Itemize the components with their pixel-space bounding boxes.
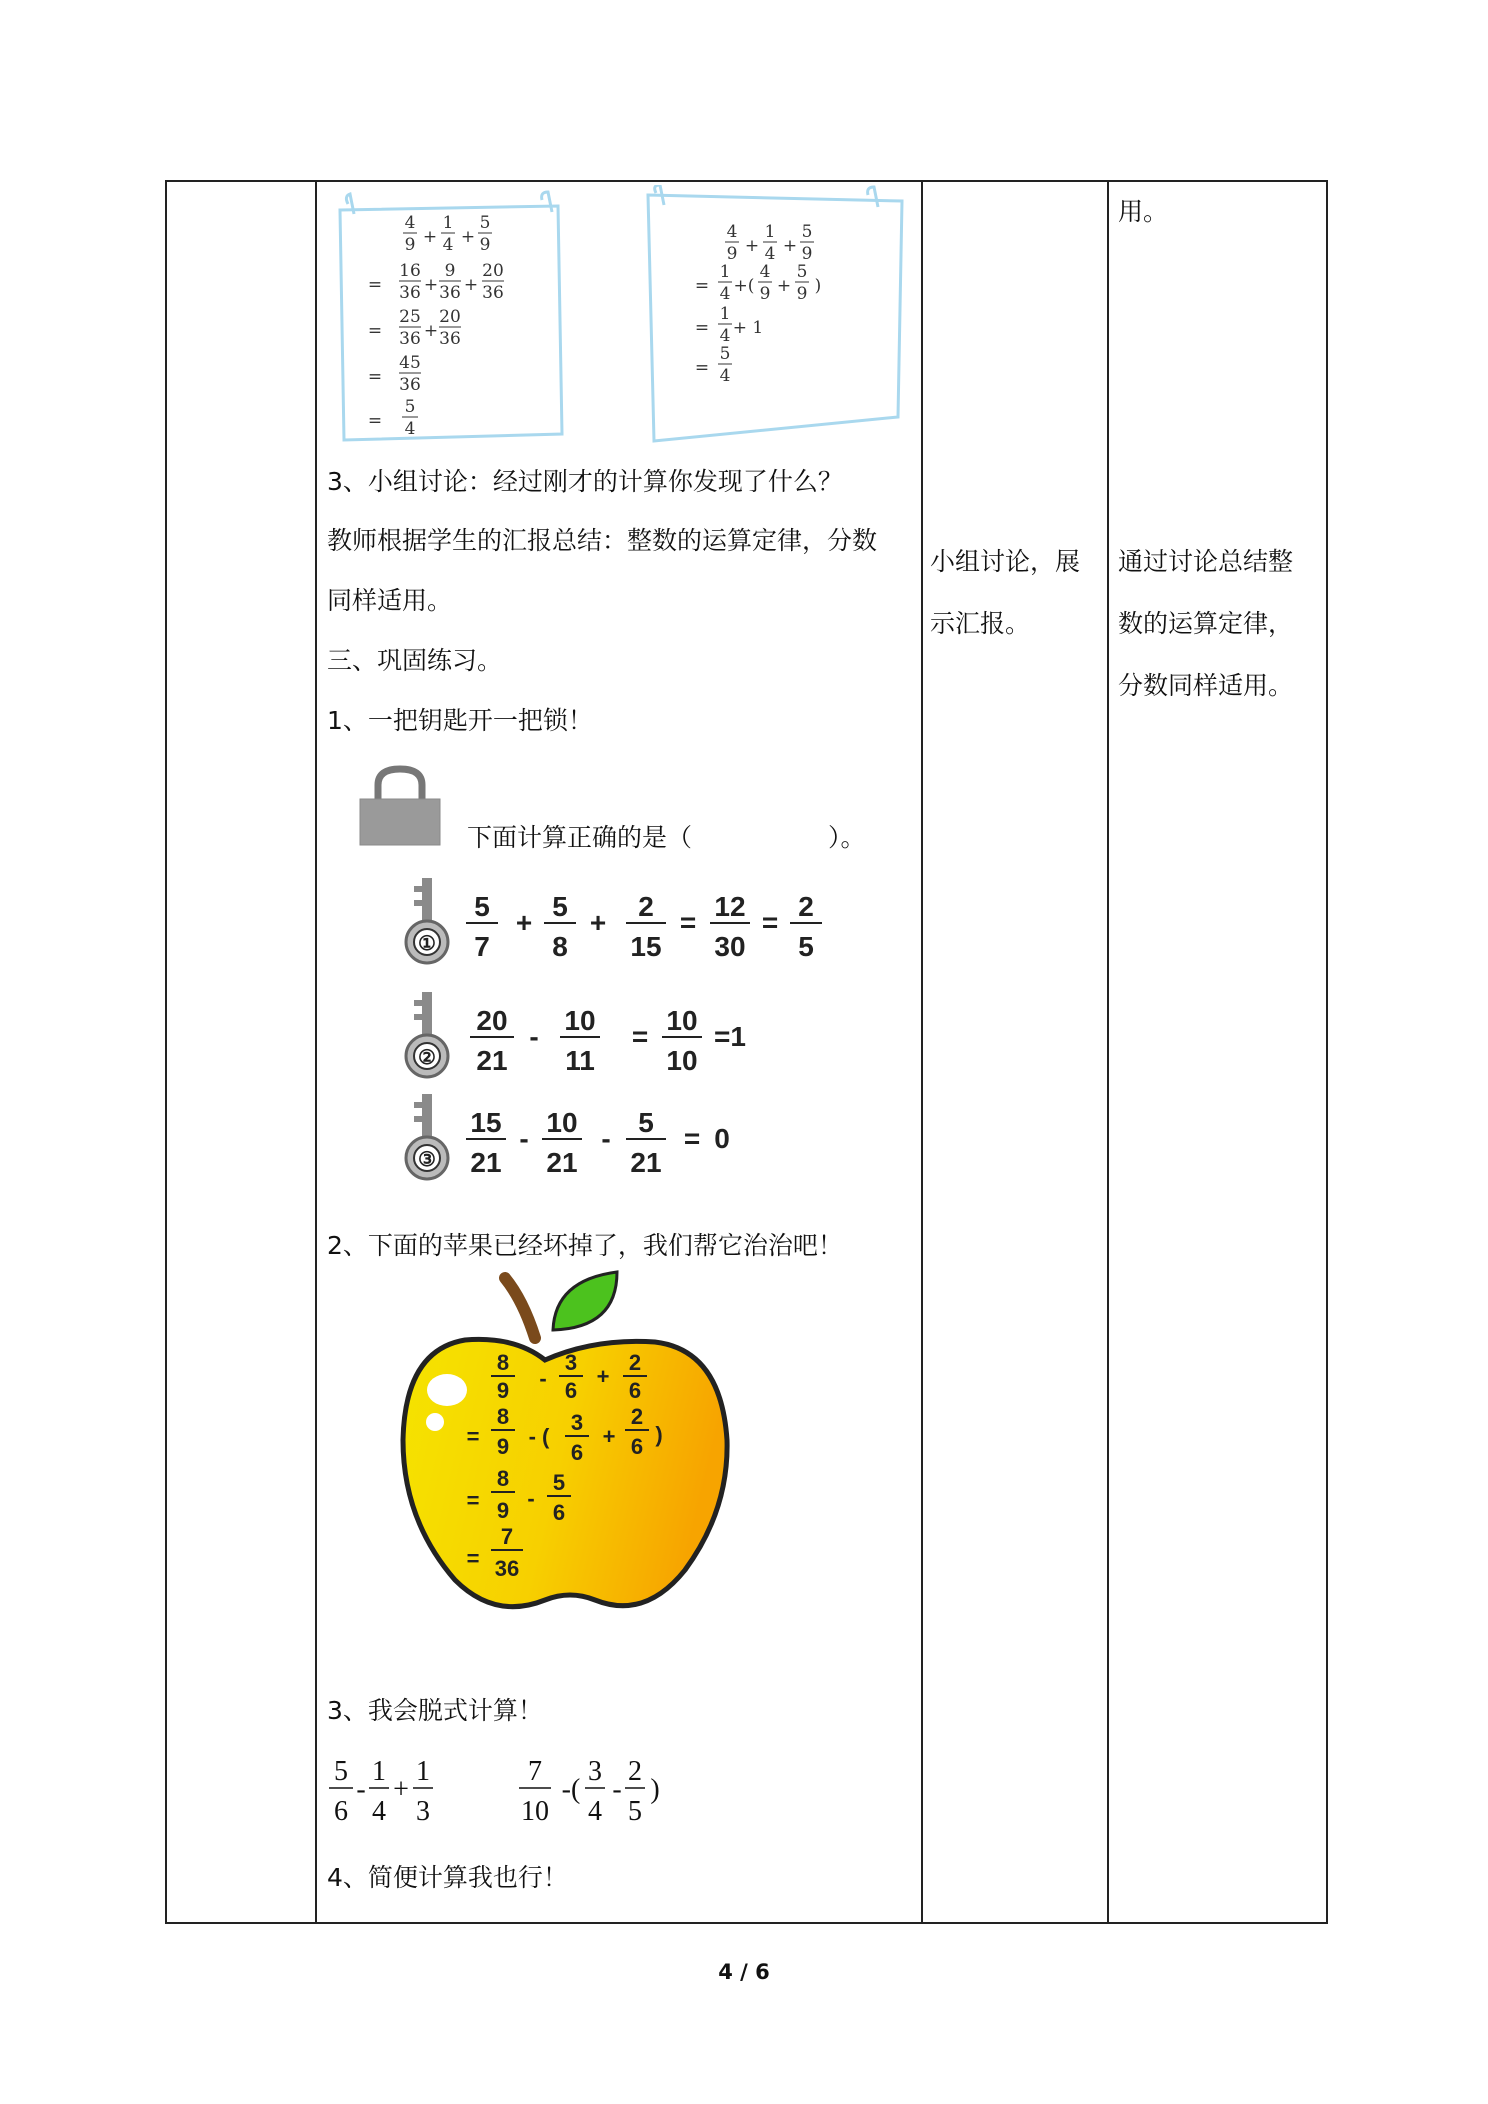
svg-text:=: = xyxy=(631,1021,649,1052)
key-2 xyxy=(400,990,780,1080)
svg-text:=: = xyxy=(367,275,383,295)
note-paper-a xyxy=(330,190,570,450)
svg-text:4: 4 xyxy=(442,235,454,255)
svg-text:6: 6 xyxy=(564,1378,578,1403)
svg-text:6: 6 xyxy=(630,1434,644,1459)
svg-text:30: 30 xyxy=(714,931,746,962)
svg-text:+: + xyxy=(463,275,479,295)
svg-text:11: 11 xyxy=(565,1045,595,1076)
svg-text:7: 7 xyxy=(500,1524,514,1549)
svg-text:+(: +( xyxy=(733,276,755,296)
svg-text:36: 36 xyxy=(399,329,421,349)
svg-text:=: = xyxy=(466,1488,480,1513)
svg-text:=: = xyxy=(367,411,383,431)
svg-text:9: 9 xyxy=(479,235,491,255)
svg-text:9: 9 xyxy=(796,284,808,304)
svg-text:20: 20 xyxy=(482,261,504,281)
key-3-number: ③ xyxy=(418,1149,436,1171)
svg-text:- (: - ( xyxy=(528,1424,550,1449)
svg-text:15: 15 xyxy=(630,931,662,962)
svg-text:12: 12 xyxy=(714,891,746,922)
svg-text:5: 5 xyxy=(334,1756,348,1787)
svg-text:25: 25 xyxy=(399,307,421,327)
svg-text:6: 6 xyxy=(570,1440,584,1465)
svg-text:10: 10 xyxy=(564,1005,596,1036)
svg-text:9: 9 xyxy=(404,235,416,255)
svg-text:4: 4 xyxy=(404,419,416,439)
apple-illustration xyxy=(395,1270,735,1630)
svg-text:+: + xyxy=(744,236,760,256)
svg-text:7: 7 xyxy=(528,1756,542,1787)
svg-text:36: 36 xyxy=(399,283,421,303)
svg-text:4: 4 xyxy=(719,284,731,304)
svg-text:8: 8 xyxy=(496,1350,510,1375)
svg-text:): ) xyxy=(650,1774,660,1805)
svg-text:2: 2 xyxy=(628,1350,642,1375)
student-activity-line-2: 示汇报。 xyxy=(930,609,1031,638)
svg-text:=: = xyxy=(466,1424,480,1449)
column-divider-3 xyxy=(1107,182,1109,1922)
svg-text:9: 9 xyxy=(444,261,456,281)
svg-text:2: 2 xyxy=(638,891,654,922)
svg-text:21: 21 xyxy=(470,1147,502,1178)
svg-text:5: 5 xyxy=(719,344,731,364)
svg-text:+: + xyxy=(782,236,798,256)
svg-text:=: = xyxy=(466,1546,480,1571)
svg-text:=: = xyxy=(679,907,697,938)
svg-text:1: 1 xyxy=(442,213,454,233)
svg-text:+: + xyxy=(515,907,533,938)
question-end: ）。 xyxy=(828,823,866,852)
svg-text:=: = xyxy=(683,1123,701,1154)
student-activity-line-1: 小组讨论，展 xyxy=(930,547,1081,576)
key-1 xyxy=(400,876,850,966)
design-intent-line-2: 数的运算定律， xyxy=(1118,609,1294,638)
svg-text:+: + xyxy=(602,1424,616,1449)
design-intent-line-3: 分数同样适用。 xyxy=(1118,671,1294,700)
note-paper-b xyxy=(640,185,910,445)
question-text: 下面计算正确的是（ xyxy=(467,823,693,852)
svg-text:21: 21 xyxy=(476,1045,508,1076)
svg-text:4: 4 xyxy=(719,326,731,346)
svg-text:-: - xyxy=(612,1774,622,1805)
svg-text:6: 6 xyxy=(334,1796,348,1827)
svg-text:=: = xyxy=(694,318,710,338)
svg-text:5: 5 xyxy=(404,397,416,417)
svg-text:=: = xyxy=(694,276,710,296)
svg-text:2: 2 xyxy=(798,891,814,922)
svg-text:5: 5 xyxy=(552,891,568,922)
svg-text:-: - xyxy=(527,1486,535,1511)
design-intent-line-1: 通过讨论总结整 xyxy=(1118,547,1294,576)
svg-text:9: 9 xyxy=(801,244,813,264)
svg-text:9: 9 xyxy=(759,284,771,304)
svg-text:5: 5 xyxy=(638,1107,654,1138)
svg-text:36: 36 xyxy=(439,329,461,349)
svg-text:4: 4 xyxy=(726,222,738,242)
svg-text:1: 1 xyxy=(372,1756,386,1787)
svg-text:8: 8 xyxy=(552,931,568,962)
svg-text:5: 5 xyxy=(479,213,491,233)
svg-text:5: 5 xyxy=(796,262,808,282)
intent-col-top: 用。 xyxy=(1118,197,1169,226)
svg-text:20: 20 xyxy=(476,1005,508,1036)
svg-text:=: = xyxy=(761,907,779,938)
svg-text:10: 10 xyxy=(666,1005,698,1036)
column-divider-1 xyxy=(315,182,317,1922)
svg-text:21: 21 xyxy=(546,1147,578,1178)
svg-text:-: - xyxy=(519,1123,529,1154)
key-2-number: ② xyxy=(418,1047,436,1069)
svg-text:36: 36 xyxy=(482,283,504,303)
svg-text:-: - xyxy=(539,1366,547,1391)
svg-text:5: 5 xyxy=(552,1470,566,1495)
svg-text:10: 10 xyxy=(521,1796,549,1827)
column-divider-2 xyxy=(921,182,923,1922)
svg-text:21: 21 xyxy=(630,1147,662,1178)
svg-text:=1: =1 xyxy=(714,1021,746,1052)
svg-text:36: 36 xyxy=(439,283,461,303)
svg-text:5: 5 xyxy=(474,891,490,922)
svg-text:15: 15 xyxy=(470,1107,502,1138)
svg-text:1: 1 xyxy=(416,1756,430,1787)
svg-text:5: 5 xyxy=(798,931,814,962)
svg-text:10: 10 xyxy=(666,1045,698,1076)
exercise-1-title: 1、一把钥匙开一把锁！ xyxy=(327,706,593,735)
svg-text:+: + xyxy=(423,321,439,341)
key-1-number: ① xyxy=(418,933,436,955)
exercise-2-title: 2、下面的苹果已经坏掉了，我们帮它治治吧！ xyxy=(327,1231,843,1260)
svg-text:3: 3 xyxy=(588,1756,602,1787)
svg-text:7: 7 xyxy=(474,931,490,962)
svg-text:36: 36 xyxy=(494,1556,520,1581)
summary-line-1: 教师根据学生的汇报总结：整数的运算定律，分数 xyxy=(327,526,878,555)
svg-text:+: + xyxy=(589,907,607,938)
svg-text:8: 8 xyxy=(496,1404,510,1429)
svg-text:+ 1: + 1 xyxy=(732,318,764,338)
svg-text:-(: -( xyxy=(561,1774,581,1805)
svg-text:9: 9 xyxy=(496,1378,510,1403)
svg-text:0: 0 xyxy=(714,1123,730,1154)
svg-text:+: + xyxy=(460,227,476,247)
svg-text:4: 4 xyxy=(404,213,416,233)
svg-text:1: 1 xyxy=(764,222,776,242)
svg-text:3: 3 xyxy=(564,1350,578,1375)
svg-text:+: + xyxy=(393,1774,409,1805)
exercise-3-title: 3、我会脱式计算！ xyxy=(327,1696,543,1725)
svg-text:10: 10 xyxy=(546,1107,578,1138)
svg-text:1: 1 xyxy=(719,304,731,324)
svg-text:6: 6 xyxy=(552,1500,566,1525)
svg-text:16: 16 xyxy=(399,261,421,281)
svg-text:=: = xyxy=(367,321,383,341)
svg-text:3: 3 xyxy=(570,1410,584,1435)
page-number: 4 / 6 xyxy=(718,1960,770,1984)
lock-icon xyxy=(356,765,446,847)
svg-text:4: 4 xyxy=(764,244,776,264)
svg-text:-: - xyxy=(356,1774,366,1805)
svg-text:2: 2 xyxy=(630,1404,644,1429)
svg-text:4: 4 xyxy=(372,1796,386,1827)
svg-text:3: 3 xyxy=(416,1796,430,1827)
svg-text:20: 20 xyxy=(439,307,461,327)
svg-text:-: - xyxy=(529,1021,539,1052)
svg-text:4: 4 xyxy=(588,1796,602,1827)
discussion-title: 3、小组讨论：经过刚才的计算你发现了什么？ xyxy=(327,467,843,496)
svg-text:9: 9 xyxy=(726,244,738,264)
svg-text:5: 5 xyxy=(628,1796,642,1827)
svg-text:8: 8 xyxy=(496,1466,510,1491)
svg-text:=: = xyxy=(367,367,383,387)
svg-text:9: 9 xyxy=(496,1434,510,1459)
svg-text:+: + xyxy=(422,227,438,247)
summary-line-2: 同样适用。 xyxy=(327,586,453,615)
svg-text:-: - xyxy=(601,1123,611,1154)
key-3 xyxy=(400,1092,780,1182)
svg-text:6: 6 xyxy=(628,1378,642,1403)
svg-text:): ) xyxy=(814,276,822,296)
svg-text:1: 1 xyxy=(719,262,731,282)
svg-text:=: = xyxy=(694,358,710,378)
svg-text:2: 2 xyxy=(628,1756,642,1787)
svg-text:+: + xyxy=(596,1364,610,1389)
exercise-4-title: 4、简便计算我也行！ xyxy=(327,1863,568,1892)
svg-text:4: 4 xyxy=(719,366,731,386)
svg-text:+: + xyxy=(776,276,792,296)
svg-text:): ) xyxy=(655,1422,663,1447)
svg-text:45: 45 xyxy=(399,353,421,373)
svg-text:4: 4 xyxy=(759,262,771,282)
svg-text:9: 9 xyxy=(496,1498,510,1523)
svg-text:36: 36 xyxy=(399,375,421,395)
svg-text:+: + xyxy=(423,275,439,295)
svg-text:5: 5 xyxy=(801,222,813,242)
section-practice: 三、巩固练习。 xyxy=(327,646,503,675)
exercise-3-expressions xyxy=(325,1750,685,1830)
